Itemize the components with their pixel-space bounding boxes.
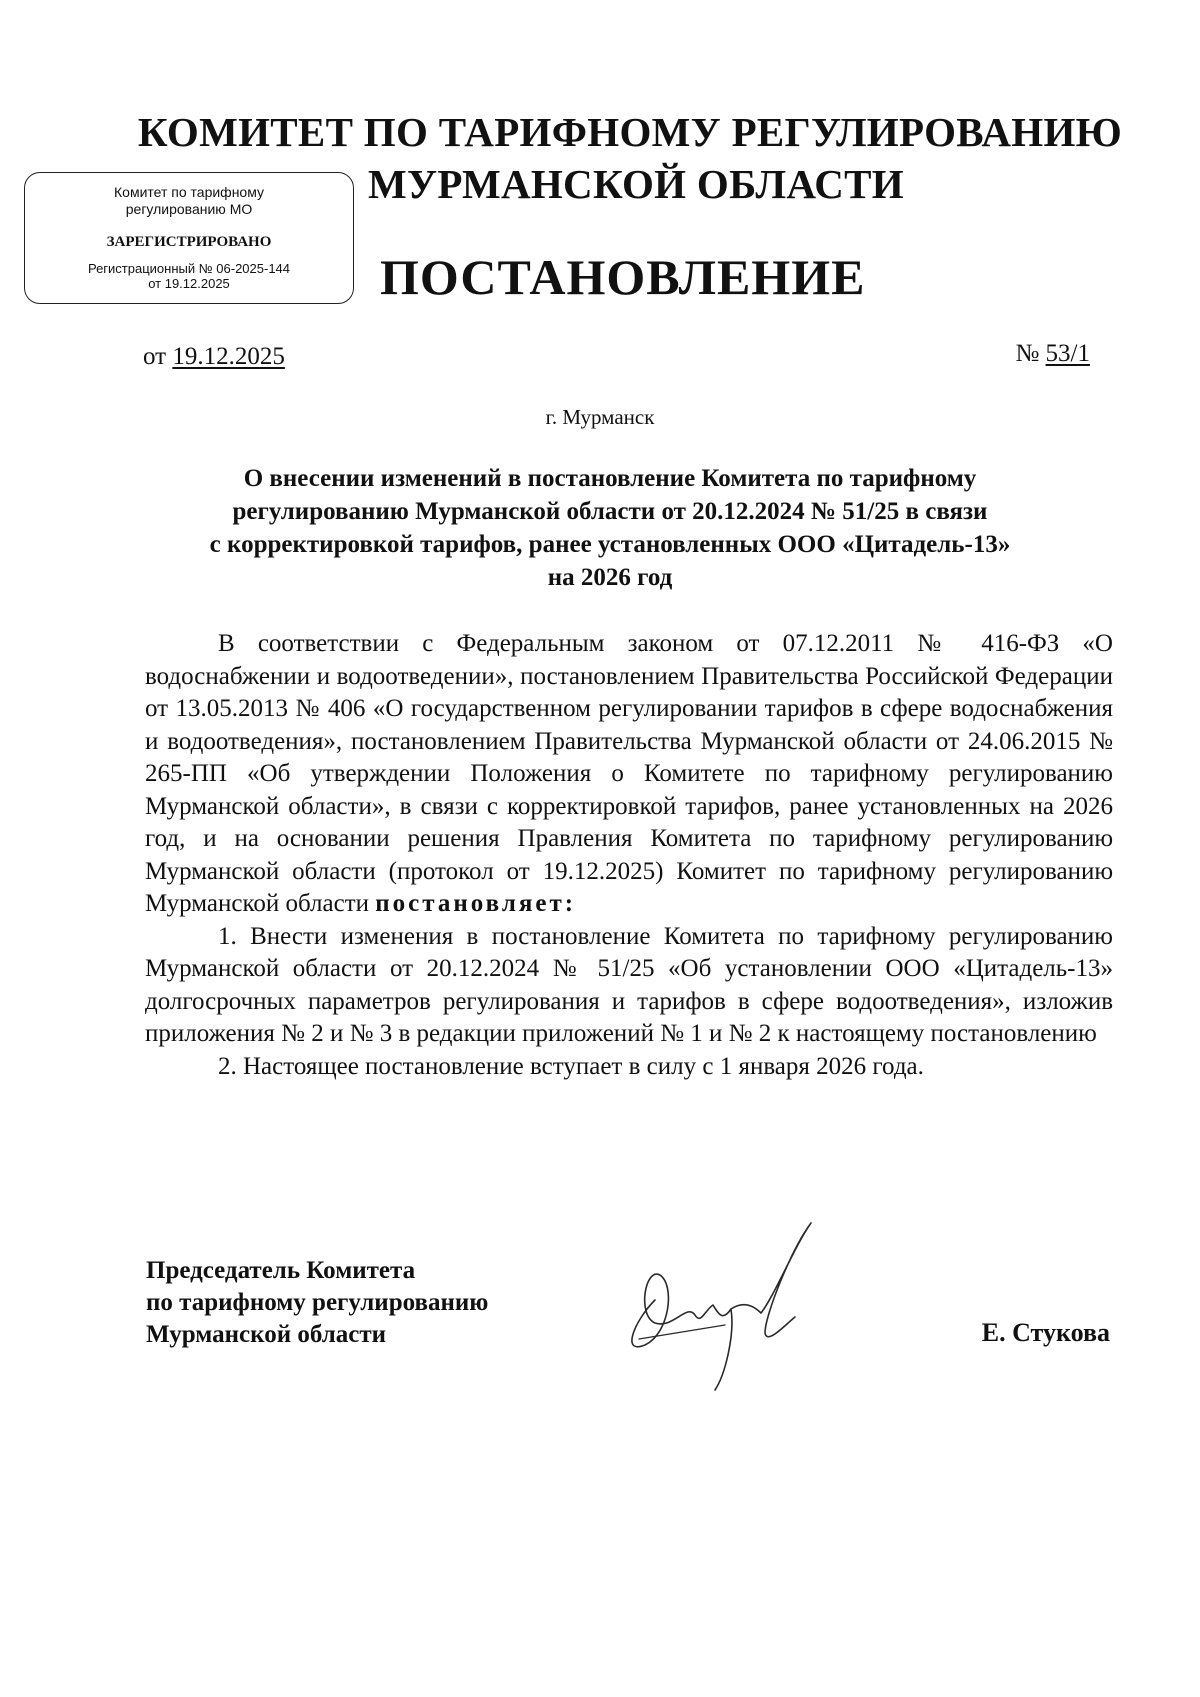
title-line: с корректировкой тарифов, ранее установленных ООО «Цитадель-13»: [209, 531, 1011, 558]
decides-keyword: постановляет:: [375, 890, 577, 917]
document-title: [110, 462, 1110, 594]
number-prefix: №: [1015, 340, 1040, 367]
preamble-text: В соответствии с Федеральным законом от 07.12.2011 № 416-ФЗ «О водоснабжении и водоотведении», постановлением Правительства Российской Федерации от 13.05.2013 № 406 «О государственном регулировании тарифов в сфере водоснабжения и водоотведения», постановлением Правительства Мурманской области от 24.06.2015 № 265-ПП «Об утверждении Положения о Комитете по тарифному регулированию Мурманской области», в связи с корректировкой тарифов, ранее установленных на 2026 год, и на основании решения Правления Комитета по тарифному регулированию Мурманской области (протокол от 19.12.2025) Комитет по тарифному регулированию Мурманской области: [145, 630, 1113, 917]
signer-position-line: Председатель Комитета: [146, 1257, 416, 1284]
date-value: 19.12.2025: [172, 343, 285, 370]
document-city: г. Мурманск: [545, 405, 655, 429]
handwritten-signature: [615, 1205, 875, 1405]
date-prefix: от: [143, 343, 167, 370]
stamp-registration-date: от 19.12.2025: [148, 276, 230, 291]
organization-name-line-2: МУРМАНСКОЙ ОБЛАСТИ: [368, 161, 904, 207]
title-line: регулированию Мурманской области от 20.12.2024 № 51/25 в связи: [232, 498, 988, 525]
document-number: [1015, 340, 1090, 368]
signer-position: [146, 1255, 488, 1351]
organization-name-line-1: КОМИТЕТ ПО ТАРИФНОМУ РЕГУЛИРОВАНИЮ: [137, 109, 1123, 155]
signer-position-line: Мурманской области: [146, 1321, 387, 1348]
list-item: 2. Настоящее постановление вступает в силу с 1 января 2026 года.: [218, 1052, 924, 1080]
title-line: на 2026 год: [547, 564, 673, 591]
document-body: [145, 628, 1113, 1083]
stamp-registration-number: Регистрационный № 06-2025-144: [87, 261, 291, 276]
number-value: 53/1: [1045, 340, 1090, 367]
stamp-organization: Комитет по тарифному регулированию МО: [114, 184, 264, 217]
stamp-status: ЗАРЕГИСТРИРОВАНО: [106, 234, 272, 250]
registration-stamp: [24, 172, 354, 304]
document-type: ПОСТАНОВЛЕНИЕ: [380, 249, 866, 305]
document-date: [143, 343, 285, 371]
signer-name: Е. Стукова: [981, 1318, 1110, 1347]
title-line: О внесении изменений в постановление Комитета по тарифному: [243, 465, 977, 492]
preamble-paragraph: [145, 628, 1113, 921]
signer-position-line: по тарифному регулированию: [146, 1289, 489, 1316]
list-item: 1. Внести изменения в постановление Комитета по тарифному регулированию Мурманской области от 20.12.2024 № 51/25 «Об установлении ООО «Цитадель-13» долгосрочных параметров регулирования и тарифов в сфере водоотведения», изложив приложения № 2 и № 3 в редакции приложений № 1 и № 2 к настоящему постановлению: [145, 922, 1113, 1047]
